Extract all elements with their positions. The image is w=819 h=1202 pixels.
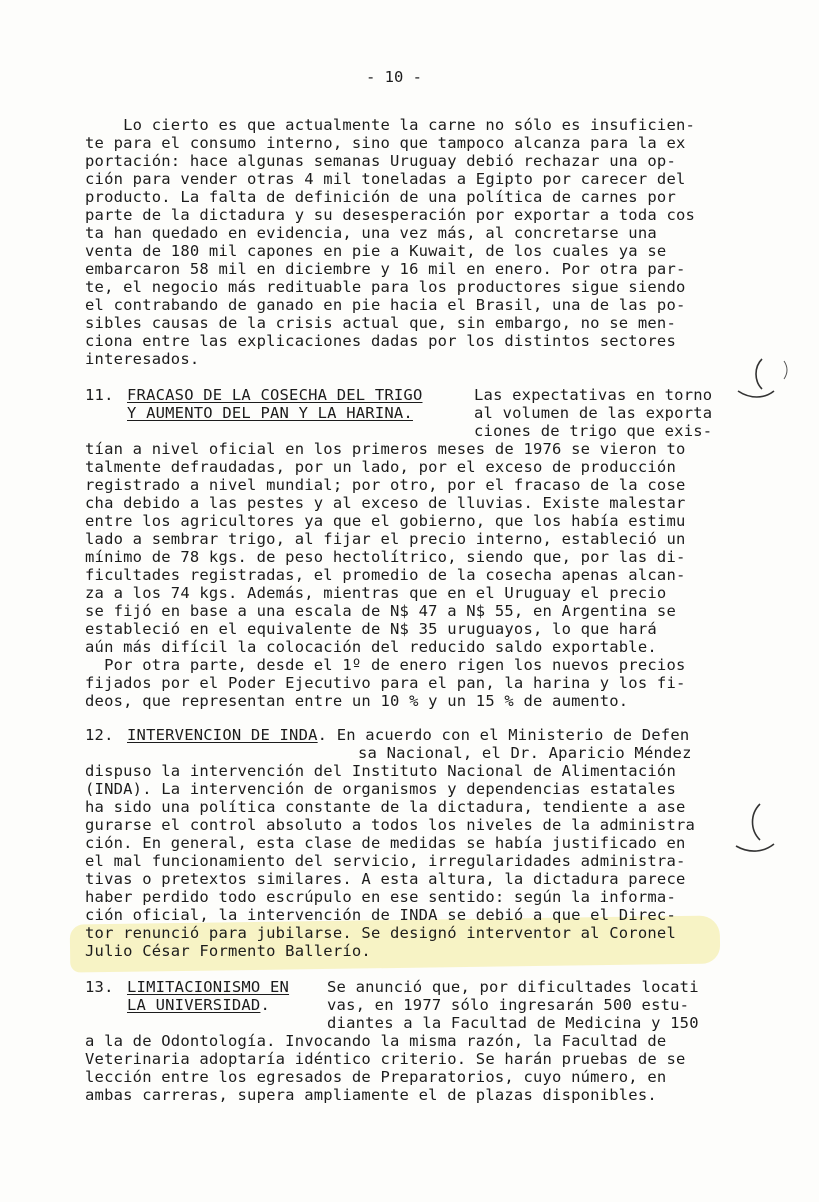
text-line: estableció en el equivalente de N$ 35 uruguayos, lo que hará [85,620,657,638]
text-line: lado a sembrar trigo, al fijar el precio interno, estableció un [85,530,686,548]
text-line: ciona entre las explicaciones dadas por los distintos sectores [85,332,676,350]
text-line: ficultades registradas, el promedio de la cosecha apenas alcan- [85,566,686,584]
text-line: Por otra parte, desde el 1º de enero rigen los nuevos precios [85,656,686,674]
text-line: Julio César Formento Ballerío. [85,942,371,960]
text-line: ambas carreras, supera ampliamente el de plazas disponibles. [85,1086,657,1104]
text-line: ha sido una política constante de la dictadura, tendiente a ase [85,798,686,816]
text-line: cha debido a las pestes y al exceso de lluvias. Existe malestar [85,494,686,512]
section-heading: Y AUMENTO DEL PAN Y LA HARINA. [127,404,413,422]
text-line: tivas o pretextos similares. A esta altura, la dictadura parece [85,870,686,888]
text-line: a la de Odontología. Invocando la misma razón, la Facultad de [85,1032,667,1050]
text-line: portación: hace algunas semanas Uruguay debió rechazar una op- [85,152,676,170]
text-line: embarcaron 58 mil en diciembre y 16 mil en enero. Por otra par- [85,260,686,278]
section-heading: LIMITACIONISMO EN [127,978,290,996]
margin-bracket-mark [730,800,790,860]
text-line: ción oficial, la intervención de INDA se debió a que el Direc- [85,906,676,924]
text-line: Las expectativas en torno [474,386,713,404]
text-line: za a los 74 kgs. Además, mientras que en el Uruguay el precio [85,584,667,602]
text-line: fijados por el Poder Ejecutivo para el pan, la harina y los fi- [85,674,686,692]
text-line: al volumen de las exporta [474,404,713,422]
text-line: sibles causas de la crisis actual que, sin embargo, no se men- [85,314,676,332]
text-line: dispuso la intervención del Instituto Nacional de Alimentación [85,762,676,780]
text-line: vas, en 1977 sólo ingresarán 500 estu- [327,996,690,1014]
text-line: Se anunció que, por dificultades locati [327,978,699,996]
text-line: te para el consumo interno, sino que tampoco alcanza para la ex [85,134,686,152]
text-line: tían a nivel oficial en los primeros meses de 1976 se vieron to [85,440,686,458]
text-line: tor renunció para jubilarse. Se designó interventor al Coronel [85,924,676,942]
text-line: Veterinaria adoptaría idéntico criterio. Se harán pruebas de se [85,1050,686,1068]
text-line: haber perdido todo escrúpulo en ese sentido: según la informa- [85,888,676,906]
section-heading: LA UNIVERSIDAD [127,996,261,1014]
section-heading: INTERVENCION DE INDA [127,726,318,744]
text-line: el mal funcionamiento del servicio, irregularidades administra- [85,852,686,870]
section-number: 11. [85,386,114,404]
text-line: registrado a nivel mundial; por otro, por el fracaso de la cose [85,476,686,494]
section-number: 12. [85,726,114,744]
text-line: deos, que representan entre un 10 % y un 15 % de aumento. [85,692,629,710]
text-line: interesados. [85,350,200,368]
text-line: entre los agricultores ya que el gobierno, que los había estimu [85,512,686,530]
text-line: . En acuerdo con el Ministerio de Defen [317,726,690,744]
text-line: talmente defraudadas, por un lado, por el exceso de producción [85,458,676,476]
text-line: ciones de trigo que exis- [474,422,713,440]
page-number: - 10 - [366,68,422,86]
text-line: el contrabando de ganado en pie hacia el Brasil, una de las po- [85,296,686,314]
text-line: diantes a la Facultad de Medicina y 150 [327,1014,699,1032]
section-heading: FRACASO DE LA COSECHA DEL TRIGO [127,386,423,404]
text-line: se fijó en base a una escala de N$ 47 a N$ 55, en Argentina se [85,602,676,620]
text-line: gurarse el control absoluto a todos los niveles de la administra [85,816,696,834]
text-line: ta han quedado en evidencia, una vez más, al concretarse una [85,224,657,242]
section-number: 13. [85,978,114,996]
text-line: producto. La falta de definición de una política de carnes por [85,188,676,206]
text-line: te, el negocio más redituable para los productores sigue siendo [85,278,686,296]
text-line: lección entre los egresados de Preparatorios, cuyo número, en [85,1068,667,1086]
text-line: ción. En general, esta clase de medidas se había justificado en [85,834,686,852]
text-line: mínimo de 78 kgs. de peso hectolítrico, siendo que, por las di- [85,548,686,566]
text-line: (INDA). La intervención de organismos y dependencias estatales [85,780,676,798]
text-line: venta de 180 mil capones en pie a Kuwait, de los cuales ya se [85,242,667,260]
text-line: aún más difícil la colocación del reducido saldo exportable. [85,638,657,656]
text-line: sa Nacional, el Dr. Aparicio Méndez [358,744,692,762]
text-line: ción para vender otras 4 mil toneladas a Egipto por carecer del [85,170,686,188]
text-line: Lo cierto es que actualmente la carne no sólo es insuficien- [85,116,696,134]
margin-bracket-mark [728,355,798,405]
text-line: parte de la dictadura y su desesperación por exportar a toda cos [85,206,696,224]
